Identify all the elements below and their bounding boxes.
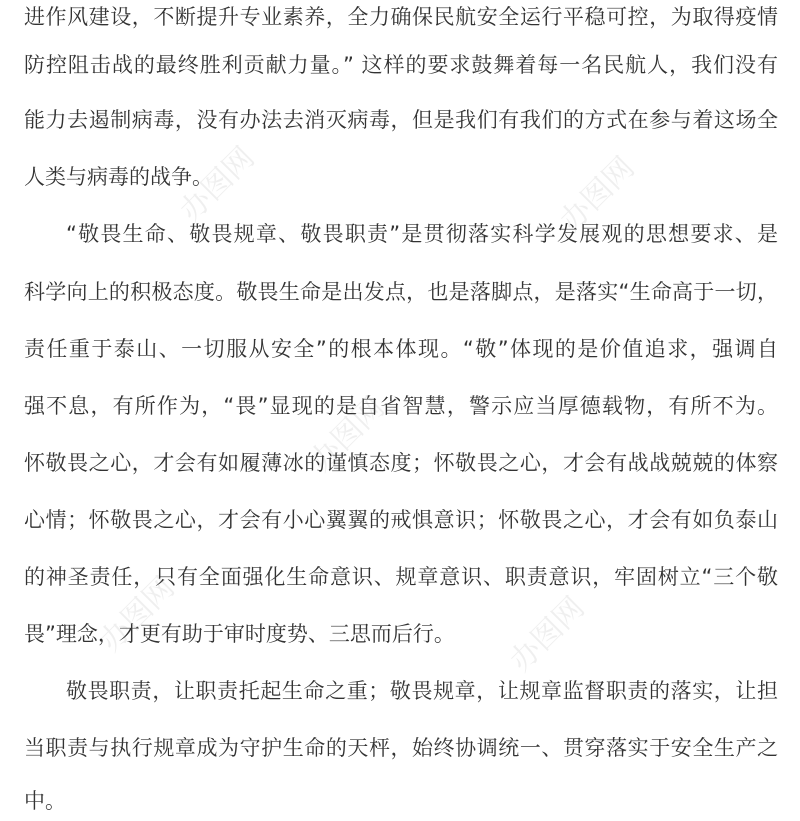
- text-line: 畏”理念，才更有助于审时度势、三思而后行。: [24, 622, 455, 646]
- text-line: 的神圣责任，只有全面强化生命意识、规章意识、职责意识，牢固树立“三个敬: [24, 565, 778, 589]
- watermark: 办图网: [303, 390, 392, 479]
- text-line: 进作风建设，不断提升专业素养，全力确保民航安全运行平稳可控，为取得疫情: [24, 5, 778, 29]
- watermark: 办图网: [553, 150, 642, 239]
- watermark: 办图网: [173, 140, 262, 229]
- text-line: 当职责与执行规章成为守护生命的天枰，始终协调统一、贯穿落实于安全生产之: [24, 736, 778, 760]
- text-line: 怀敬畏之心，才会有如履薄冰的谨慎态度；怀敬畏之心，才会有战战兢兢的体察: [24, 451, 778, 475]
- text-line: 强不息，有所作为，“畏”显现的是自省智慧，警示应当厚德载物，有所不为。: [24, 394, 778, 418]
- text-line: 防控阻击战的最终胜利贡献力量。” 这样的要求鼓舞着每一名民航人，我们没有: [24, 53, 778, 77]
- text-line: 心情；怀敬畏之心，才会有小心翼翼的戒惧意识；怀敬畏之心，才会有如负泰山: [24, 508, 778, 532]
- text-line: “敬畏生命、敬畏规章、敬畏职责”是贯彻落实科学发展观的思想要求、是: [66, 222, 778, 246]
- text-line: 人类与病毒的战争。: [24, 165, 213, 189]
- watermark: 办图网: [503, 590, 592, 679]
- text-line: 科学向上的积极态度。敬畏生命是出发点，也是落脚点，是落实“生命高于一切，: [24, 280, 778, 304]
- text-line: 责任重于泰山、一切服从安全”的根本体现。“敬”体现的是价值追求，强调自: [24, 337, 778, 361]
- text-line: 敬畏职责，让职责托起生命之重；敬畏规章，让规章监督职责的落实，让担: [66, 679, 778, 703]
- watermark: 办图网: [93, 570, 182, 659]
- text-line: 能力去遏制病毒，没有办法去消灭病毒，但是我们有我们的方式在参与着这场全: [24, 108, 778, 132]
- text-line: 中。: [24, 789, 66, 813]
